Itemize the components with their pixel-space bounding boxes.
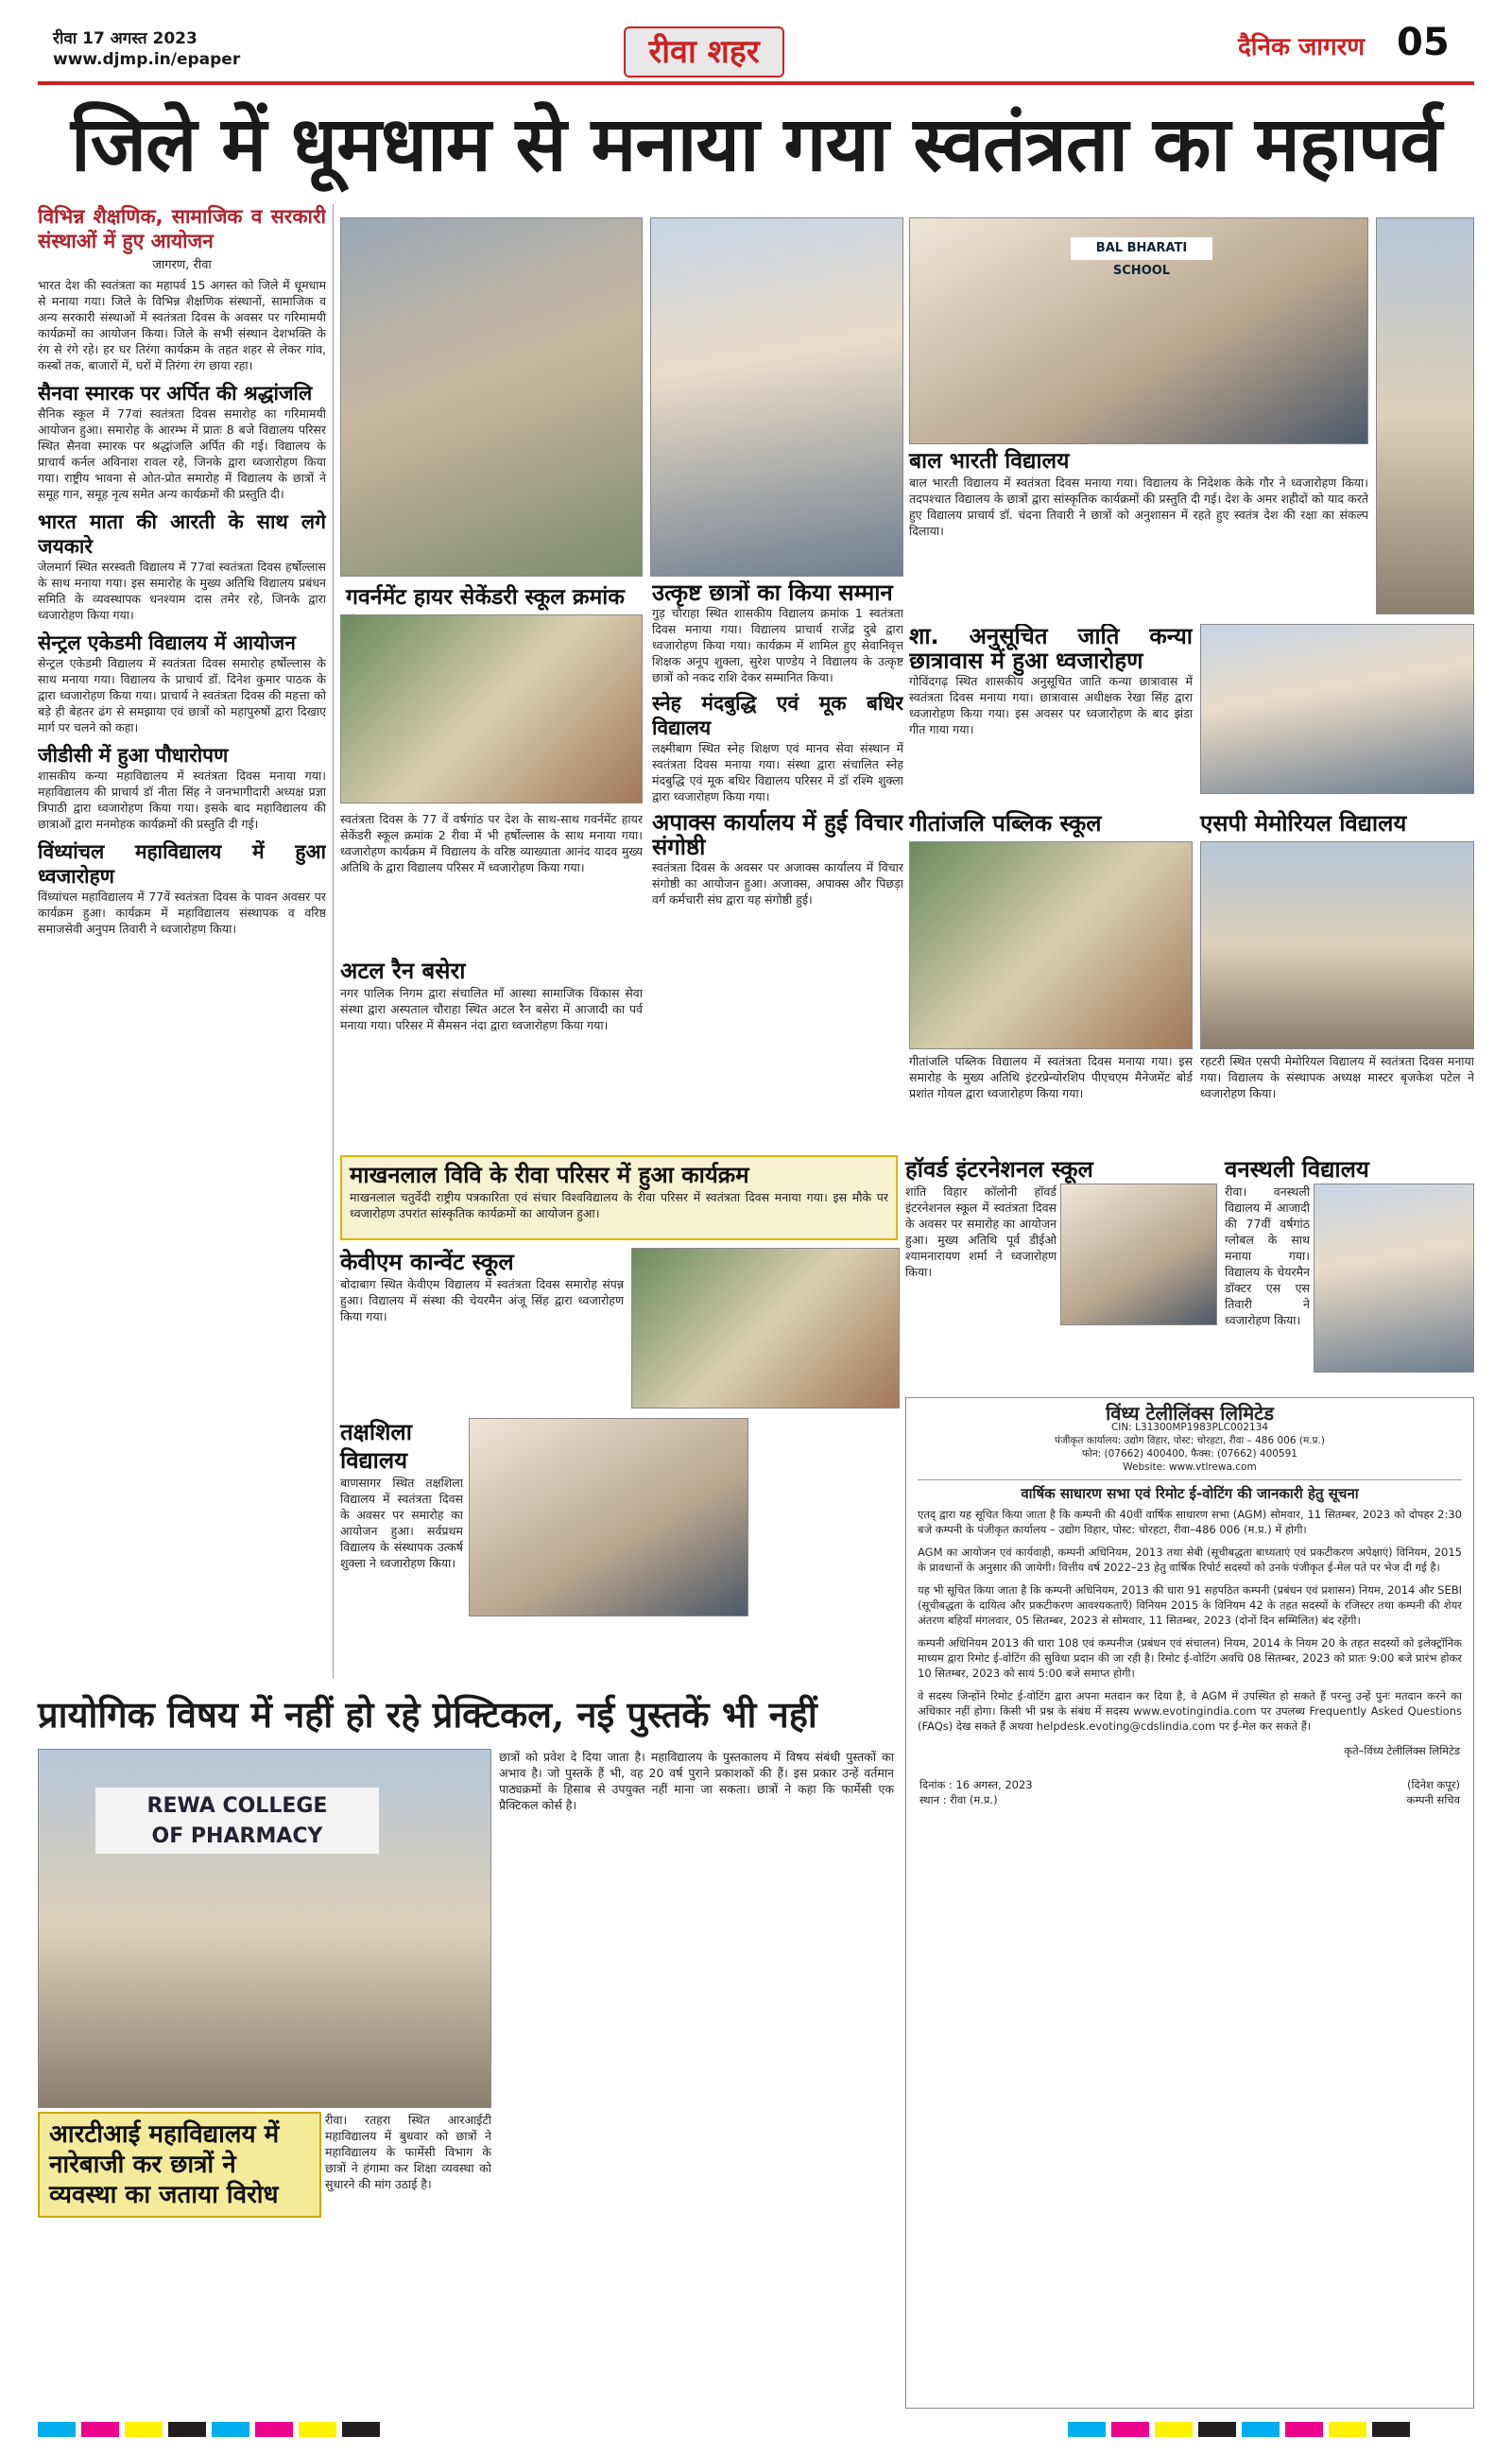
subhead-vindhyanchal: विंध्यांचल महाविद्यालय में हुआ ध्वजारोहण bbox=[38, 840, 326, 888]
kicker: विभिन्न शैक्षणिक, सामाजिक व सरकारी संस्थाओं में हुए आयोजन bbox=[38, 205, 326, 252]
subhead-samman: उत्कृष्ट छात्रों का किया सम्मान bbox=[652, 580, 893, 606]
photo-bal-bharti-students bbox=[909, 217, 1368, 444]
subhead-gdc: जीडीसी में हुआ पौधारोपण bbox=[38, 744, 229, 767]
ratan-title: अटल रैन बसेरा bbox=[340, 958, 466, 984]
caption-bal-bharti: बाल भारती विद्यालय bbox=[909, 449, 1070, 474]
notice-rule bbox=[918, 1479, 1462, 1480]
photo-takshila bbox=[469, 1418, 748, 1616]
subhead-sneh: स्नेह मंदबुद्धि एवं मूक बधिर विद्यालय bbox=[652, 692, 903, 739]
subhead-apax: अपाक्स कार्यालय में हुई विचार संगोष्ठी bbox=[652, 809, 903, 860]
notice-date: दिनांक : 16 अगस्त, 2023 bbox=[919, 1778, 1033, 1791]
para-central-academy: सेन्ट्रल एकेडमी विद्यालय में स्वतंत्रता दिवस समारोह हर्षोल्लास के साथ मनाया गया। विद्यालय के प्राचार्य डॉ. दिनेश कुमार पाठक के द्वारा ध्वजारोहण किया गया। प्राचार्य ने स्वतंत्रता दिवस की महत्ता को बड़े ही बेहतर ढंग से समझाया एवं छात्रों को महापुरुषों द्वारा दिखाए मार्ग पर चलने को कहा। bbox=[38, 656, 326, 734]
college-sign-line1: REWA COLLEGE bbox=[146, 1794, 328, 1818]
subhead-sainik: सैनवा स्मारक पर अर्पित की श्रद्धांजलि bbox=[38, 382, 313, 405]
byline: जागरण, रीवा bbox=[152, 258, 212, 272]
boxed-subheadline: आरटीआई महाविद्यालय में नारेबाजी कर छात्रों ने व्यवस्था का जताया विरोध bbox=[38, 2112, 321, 2218]
column-divider bbox=[333, 204, 334, 1679]
lower-headline: प्रायोगिक विषय में नहीं हो रहे प्रेक्टिकल, नई पुस्तकें भी नहीं bbox=[38, 1693, 817, 1736]
masthead-date-block bbox=[53, 28, 240, 70]
college-sign bbox=[95, 1788, 379, 1854]
para-apax: स्वतंत्रता दिवस के अवसर पर अजाक्स कार्यालय में विचार संगोष्ठी का आयोजन हुआ। अजाक्स, अपाक्स और पिछड़ा वर्ग कर्मचारी संघ द्वारा यह संगोष्ठी हुई। bbox=[652, 860, 903, 907]
school-sign: BAL BHARATI SCHOOL bbox=[1071, 237, 1212, 260]
masthead-url[interactable]: www.djmp.in/epaper bbox=[53, 50, 241, 69]
para-vindhyanchal: विंध्यांचल महाविद्यालय में 77वें स्वतंत्रता दिवस के पावन अवसर पर कार्यक्रम हुआ। कार्यक्रम में महाविद्यालय संस्थापक व वरिष्ठ समाजसेवी अनुपम तिवारी ने ध्वजारोहण किया। bbox=[38, 890, 326, 936]
newspaper-name: दैनिक जागरण bbox=[1238, 33, 1366, 61]
para-gdc: शासकीय कन्या महाविद्यालय में स्वतंत्रता दिवस मनाया गया। महाविद्यालय की प्राचार्य डॉ नीता सिंह ने जनभागीदारी अध्यक्ष प्रज्ञा त्रिपाठी द्वारा ध्वजारोहण किया गया। इसके बाद महाविद्यालय की छात्राओं द्वारा मनमोहक कार्यक्रमों की प्रस्तुति दी गई। bbox=[38, 769, 326, 831]
para-bharat-mata: जेलमार्ग स्थित सरस्वती विद्यालय में 77वां स्वतंत्रता दिवस हर्षोल्लास के साथ मनाया गया। इस समारोह के मुख्य अतिथि विद्यालय प्रबंधन समिति के व्यवस्थापक धनश्याम दास तमेर रहे, जिनके द्वारा ध्वजारोहण किया गया। bbox=[38, 560, 326, 622]
photo-kvm bbox=[631, 1248, 900, 1408]
para-sneh: लक्ष्मीबाग स्थित स्नेह शिक्षण एवं मानव सेवा संस्थान में स्वतंत्रता दिवस मनाया गया। संस्था द्वारा संचालित स्नेह मंदबुद्धि एवं मूक बधिर विद्यालय परिसर में डॉ रश्मि शुक्ला द्वारा ध्वजारोहण किया गया। bbox=[652, 741, 903, 804]
gov-school-text: स्वतंत्रता दिवस के 77 वें वर्षगांठ पर देश के साथ-साथ गवर्नमेंट हायर सेकेंडरी स्कूल क्रमांक 2 रीवा में भी हर्षोल्लास के साथ मनाया गया। ध्वजारोहण कार्यक्रम में विद्यालय के वरिष्ठ व्याख्याता आनंद यादव मुख्य अतिथि के द्वारा विद्यालय परिसर में ध्वजारोहण किया गया। bbox=[340, 812, 643, 874]
photo-chhatrawas bbox=[1200, 624, 1474, 794]
sp-memorial-title: एसपी मेमोरियल विद्यालय bbox=[1200, 810, 1407, 837]
bal-bharti-text: बाल भारती विद्यालय में स्वतंत्रता दिवस मनाया गया। विद्यालय के निदेशक केके गौर ने ध्वजारोहण किया। तदपश्चात विद्यालय के छात्रों द्वारा सांस्कृतिक कार्यक्रमों की प्रस्तुति दी गई। देश के अमर शहीदों को याद करते हुए विद्यालय प्राचार्य डॉ. चंदना तिवारी ने छात्रों को अनुशासन में रहते हुए स्वतंत्र देश की रक्षा का संकल्प दिलाया। bbox=[909, 475, 1368, 538]
notice-para-2: AGM का आयोजन एवं कार्यवाही, कम्पनी अधिनियम, 2013 तथा सेबी (सूचीबद्धता बाध्यताएं एवं प्रकटीकरण अपेक्षाएं) विनियम, 2015 के प्रावधानों के अनुसार की जायेगी। वित्तीय वर्ष 2022–23 हेतु वार्षिक रिपोर्ट सदस्यों को उनके पंजीकृत ई-मेल पते पर भेज दी गई है। bbox=[918, 1546, 1462, 1574]
main-headline: जिले में धूमधाम से मनाया गया स्वतंत्रता का महापर्व bbox=[71, 99, 1441, 188]
intro-text: भारत देश की स्वतंत्रता का महापर्व 15 अगस्त को जिले में धूमधाम से मनाया गया। जिले के विभिन्न शैक्षणिक संस्थानों, सामाजिक व अन्य सरकारी संस्थाओं में स्वतंत्रता दिवस के अवसर पर गरिमामयी कार्यक्रमों का आयोजन किया। जिले के सभी संस्थान देशभक्ति के रंग से रंगे रहे। हर घर तिरंगा कार्यक्रम के तहत शहर से लेकर गांव, कस्बों तक, बाजारों में, घरों में तिरंगा रंग छाया रहा। bbox=[38, 278, 326, 372]
takshila-block bbox=[340, 1418, 463, 1673]
gitanjali-text: गीतांजलि पब्लिक विद्यालय में स्वतंत्रता दिवस मनाया गया। इस समारोह के मुख्य अतिथि इंटरप्रेन्योरशिप पीएचएम मैनेजमेंट बोर्ड प्रशांत गोयल द्वारा ध्वजारोहण किया गया। bbox=[909, 1054, 1193, 1100]
makhanlal-text: माखनलाल चतुर्वेदी राष्ट्रीय पत्रकारिता एवं संचार विश्वविद्यालय के रीवा परिसर में स्वतंत्रता दिवस मनाया गया। इस मौके पर ध्वजारोहण उपरांत सांस्कृतिक कार्यक्रमों का आयोजन हुआ। bbox=[350, 1190, 888, 1220]
vanasthali-title: वनस्थली विद्यालय bbox=[1225, 1156, 1369, 1183]
notice-para-3: यह भी सूचित किया जाता है कि कम्पनी अधिनियम, 2013 की धारा 91 सहपठित कम्पनी (प्रबंधन एवं प्रशासन) नियम, 2014 और SEBI (सूचीबद्धता के दायित्व और प्रकटीकरण आवश्यकताएँ) विनियम 2015 के विनियम 42 के तहत सदस्यों के रजिस्टर तथा कम्पनी की शेयर अंतरण बहियाँ मंगलवार, 05 सितम्बर, 2023 से सोमवार, 11 सितम्बर, 2023 (दोनों दिन सम्मिलित) बंद रहेंगी। bbox=[918, 1583, 1462, 1627]
photo-vanasthali bbox=[1314, 1184, 1474, 1373]
harward-title: हॉवर्ड इंटरनेशनल स्कूल bbox=[905, 1156, 1093, 1183]
photo-pharmacy-protest bbox=[38, 1749, 491, 2108]
notice-contact: फोन: (07662) 400400, फैक्स: (07662) 400591 bbox=[1082, 1448, 1297, 1460]
page-number: 05 bbox=[1397, 21, 1450, 64]
sp-memorial-block bbox=[1200, 809, 1474, 1206]
takshila-title: तक्षशिला विद्यालय bbox=[340, 1419, 412, 1474]
photo-sp-memorial bbox=[1200, 841, 1474, 1049]
para-chhatrawas: गोविंदगढ़ स्थित शासकीय अनुसूचित जाति कन्या छात्रावास में स्वतंत्रता दिवस मनाया गया। छात्रावास अधीक्षक रेखा सिंह द्वारा ध्वजारोहण किया गया। इस अवसर पर ध्वजारोहण के बाद झंडा गीत गाया गया। bbox=[909, 674, 1193, 736]
photo-gov-school-group bbox=[340, 614, 643, 804]
masthead-rule bbox=[38, 81, 1474, 85]
subhead-bharat-mata: भारत माता की आरती के साथ लगे जयकारे bbox=[38, 510, 326, 558]
notice-para-1: एतद् द्वारा यह सूचित किया जाता है कि कम्पनी की 40वीं वार्षिक साधारण सभा (AGM) सोमवार, 11 सितम्बर, 2023 को दोपहर 2:30 बजे कम्पनी के पंजीकृत कार्यालय – उद्योग विहार, पोस्ट: चोरहटा, रीवा–486 006 (म.प्र.) में होगी। bbox=[918, 1508, 1462, 1536]
notice-para-5: वे सदस्य जिन्होंने रिमोट ई-वोटिंग द्वारा अपना मतदान कर दिया है, वे AGM में उपस्थित हो सकते हैं परन्तु उन्हें पुनः मतदान करने का अधिकार नहीं होगा। किसी भी प्रश्न के संबंध में सदस्य www.evotingindia.com पर उपलब्ध Frequently Asked Questions (FAQs) देख सकते हैं अथवा helpdesk.evoting@cdslindia.com पर ई-मेल कर सकते हैं। bbox=[918, 1689, 1462, 1733]
college-sign-line2: OF PHARMACY bbox=[151, 1824, 323, 1848]
makhanlal-box bbox=[340, 1155, 898, 1240]
chhatrawas-block bbox=[909, 624, 1193, 804]
photo-gov-school-guard bbox=[340, 217, 643, 577]
notice-signatory: (दिनेश कपूर) bbox=[1407, 1778, 1460, 1791]
kvm-block bbox=[340, 1248, 624, 1418]
harward-block bbox=[905, 1155, 1217, 1344]
bal-bharti-block bbox=[909, 448, 1368, 614]
photo-harward bbox=[1060, 1184, 1217, 1325]
color-registration-bar bbox=[38, 2422, 386, 2437]
agm-notice bbox=[905, 1397, 1474, 2409]
notice-cin: CIN: L31300MP1983PLC002134 bbox=[1110, 1422, 1269, 1433]
sp-memorial-text: रहटरी स्थित एसपी मेमोरियल विद्यालय में स्वतंत्रता दिवस मनाया गया। विद्यालय के संस्थापक अध्यक्ष मास्टर बृजकेश पटेल ने ध्वजारोहण किया। bbox=[1200, 1054, 1474, 1100]
ratan-text: नगर पालिक निगम द्वारा संचालित माँ आस्था सामाजिक विकास सेवा संस्था द्वारा अस्पताल चौराहा स्थित अटल रैन बसेरा में आजादी का पर्व मनाया गया। परिसर में सैमसन नंदा द्वारा ध्वजारोहण किया गया। bbox=[340, 986, 643, 1032]
column-1 bbox=[38, 204, 326, 1679]
notice-para-4: कम्पनी अधिनियम 2013 की धारा 108 एवं कम्पनीज (प्रबंधन एवं संचालन) नियम, 2014 के नियम 20 के तहत सदस्यों को इलेक्ट्रॉनिक माध्यम द्वारा रिमोट ई-वोटिंग की सुविधा प्रदान की जा रही है। रिमोट ई-वोटिंग अवधि 08 सितम्बर, 2023 को प्रातः 9:00 बजे प्रारंभ होकर 10 सितम्बर, 2023 को सायं 5:00 बजे समाप्त होगी। bbox=[918, 1636, 1462, 1680]
notice-company: विंध्य टेलीलिंक्स लिमिटेड bbox=[1106, 1402, 1274, 1425]
notice-website[interactable]: Website: www.vtlrewa.com bbox=[1123, 1461, 1257, 1473]
kvm-text: बोदाबाग स्थित केवीएम विद्यालय में स्वतंत्रता दिवस समारोह संपन्न हुआ। विद्यालय में संस्था की चेयरमैन अंजू सिंह द्वारा ध्वजारोहण किया गया। bbox=[340, 1277, 624, 1323]
vanasthali-block bbox=[1225, 1155, 1474, 1391]
takshila-text: बाणसागर स्थित तक्षशिला विद्यालय में स्वतंत्रता दिवस के अवसर पर समारोह का आयोजन हुआ। सर्वप्रथम विद्यालय के संस्थापक उत्कर्ष शुक्ला ने ध्वजारोहण किया। bbox=[340, 1476, 463, 1570]
gitanjali-title: गीतांजलि पब्लिक स्कूल bbox=[909, 810, 1102, 837]
caption-gov-school: गवर्नमेंट हायर सेकेंडरी स्कूल क्रमांक bbox=[346, 585, 625, 610]
ratan-block bbox=[340, 957, 643, 1117]
notice-signatory-title: कम्पनी सचिव bbox=[1406, 1793, 1460, 1806]
lower-text-2: छात्रों को प्रवेश दे दिया जाता है। महाविद्यालय के पुस्तकालय में विषय संबंधी पुस्तकों का अभाव है। जो पुस्तकें हैं भी, वह 20 वर्ष पुराने प्रकाशकों की हैं। इस प्रकार उन्हें वर्तमान पाठ्यक्रमों के हिसाब से उपयुक्त नहीं माना जा सकता। छात्रों ने कहा कि फार्मेसी एक प्रैक्टिकल कोर्स है। bbox=[499, 1750, 894, 1812]
column-3 bbox=[652, 580, 903, 1148]
subhead-chhatrawas: शा. अनुसूचित जाति कन्या छात्रावास में हुआ ध्वजारोहण bbox=[909, 624, 1193, 674]
lower-text-1: रीवा। रतहरा स्थित आरआईटी महाविद्यालय में बुधवार को छात्रों ने महाविद्यालय के फार्मेसी विभाग के छात्रों ने हंगामा कर शिक्षा व्यवस्था को सुधारने की मांग उठाई है। bbox=[325, 2113, 491, 2191]
masthead-date: रीवा 17 अगस्त 2023 bbox=[53, 29, 198, 48]
makhanlal-title: माखनलाल विवि के रीवा परिसर में हुआ कार्यक्रम bbox=[350, 1162, 749, 1188]
notice-address: पंजीकृत कार्यालय: उद्योग विहार, पोस्ट: चोरहटा, रीवा – 486 006 (म.प्र.) bbox=[1055, 1435, 1325, 1446]
kvm-title: केवीएम कान्वेंट स्कूल bbox=[340, 1249, 514, 1275]
notice-place: स्थान : रीवा (म.प्र.) bbox=[919, 1793, 998, 1806]
para-samman: गुड़ चौराहा स्थित शासकीय विद्यालय क्रमांक 1 स्वतंत्रता दिवस मनाया गया। विद्यालय प्राचार्य राजेंद्र दुबे द्वारा ध्वजारोहण किया गया। कार्यक्रम में शामिल हुए सेवानिवृत्त शिक्षक अनूप शुक्ला, सुरेश पाण्डेय ने विद्यालय के उत्कृष्ट छात्रों को नकद राशि देकर सम्मानित किया। bbox=[652, 606, 903, 684]
harward-text: शांति विहार कॉलोनी हॉवर्ड इंटरनेशनल स्कूल में स्वतंत्रता दिवस के अवसर पर समारोह का आयोजन हुआ। मुख्य अतिथि पूर्व डीईओ श्यामनारायण शर्मा ने ध्वजारोहण किया। bbox=[905, 1184, 1057, 1279]
gitanjali-block bbox=[909, 809, 1193, 1206]
section-title: रीवा शहर bbox=[624, 26, 784, 78]
color-registration-bar-right bbox=[1068, 2422, 1416, 2437]
subhead-central-academy: सेन्ट्रल एकेडमी विद्यालय में आयोजन bbox=[38, 631, 296, 654]
photo-flag-hoisting bbox=[650, 217, 903, 577]
vanasthali-text: रीवा। वनस्थली विद्यालय में आजादी की 77वीं वर्षगांठ ग्लोबल के साथ मनाया गया। विद्यालय के चेयरमैन डॉक्टर एस एस तिवारी ने ध्वजारोहण किया। bbox=[1225, 1184, 1310, 1327]
photo-gitanjali bbox=[909, 841, 1193, 1049]
photo-bal-bharti-building bbox=[1376, 217, 1474, 614]
para-sainik: सैनिक स्कूल में 77वां स्वतंत्रता दिवस समारोह का गरिमामयी आयोजन हुआ। समारोह के आरम्भ में प्रातः 8 बजे विद्यालय परिसर स्थित सैनवा स्मारक पर श्रद्धांजलि अर्पित की गई। विद्यालय के प्राचार्य कर्नल अविनाश रावल रहे, जिनके द्वारा ध्वजारोहण किया गया। राष्ट्रीय भावना से ओत-प्रोत समारोह में विद्यालय के छात्रों ने समूह गान, समूह नृत्य समेत अन्य कार्यक्रमों की प्रस्तुति दी। bbox=[38, 406, 326, 501]
notice-heading: वार्षिक साधारण सभा एवं रिमोट ई-वोटिंग की जानकारी हेतु सूचना bbox=[1021, 1485, 1359, 1502]
notice-sign-for: कृते–विंध्य टेलीलिंक्स लिमिटेड bbox=[1344, 1744, 1460, 1757]
